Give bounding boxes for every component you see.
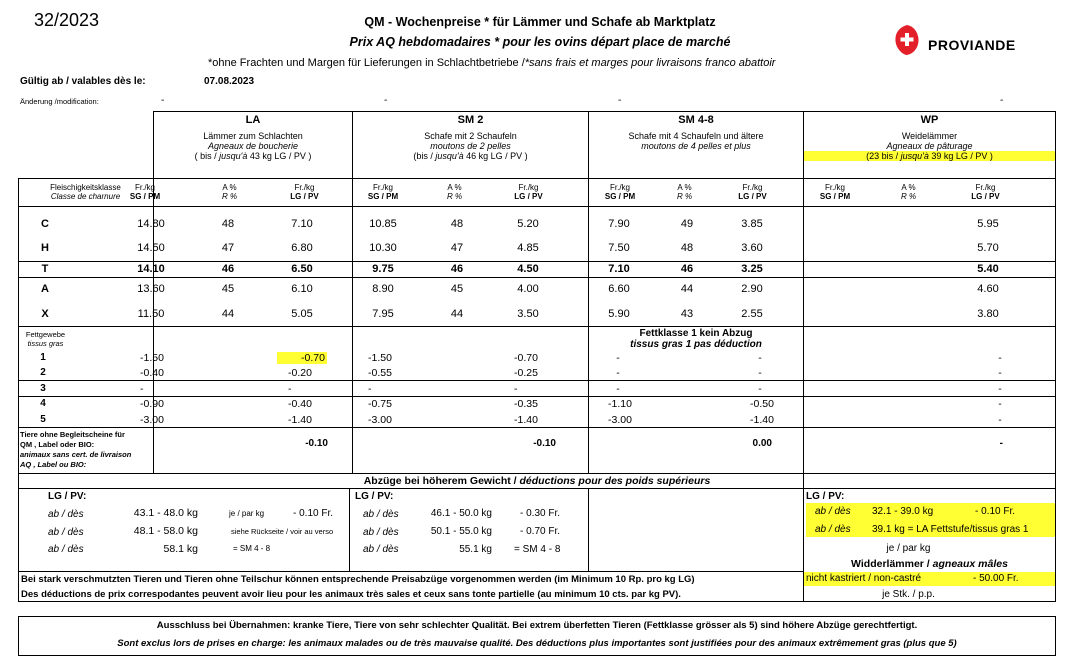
price-cell: 48: [221, 218, 235, 230]
no-docs-la: -0.10: [305, 438, 328, 449]
logo-text: PROVIANDE: [928, 37, 1016, 53]
column-header: A % R %: [446, 183, 463, 201]
price-cell: 46: [221, 263, 235, 275]
fat-cell: -0.75: [368, 398, 392, 410]
price-cell: 3.85: [741, 218, 763, 230]
fat-row-label: 5: [40, 414, 46, 425]
la-range-3: 58.1 kg: [163, 543, 198, 555]
price-cell: 7.50: [608, 242, 630, 254]
fat-cell: -0.40: [288, 398, 312, 410]
exclusion-fr: Sont exclus lors de prises en charge: les animaux malades ou de très mauvaise qualité. Des déductions plus importantes sont justifiées pour des animaux extrêmement gras (plus que 5): [117, 638, 957, 649]
la-amt-1: - 0.10 Fr.: [293, 508, 334, 519]
fat-cell: -0.25: [514, 367, 538, 379]
fat-cell: -1.50: [140, 352, 164, 364]
no-docs-label: Tiere ohne Begleitscheine für QM , Label oder BIO: animaux sans cert. de livraison AQ , Label ou BIO:: [20, 430, 132, 469]
price-cell: 13.60: [137, 283, 165, 295]
la-unit-3: = SM 4 - 8: [233, 544, 271, 553]
fat-cell: -1.40: [750, 414, 774, 426]
fat-row-label: 3: [40, 383, 46, 394]
category-header-wp: WP Weidelämmer Agneaux de pâturage (23 bis / jusqu'à 39 kg LG / PV ): [804, 114, 1055, 161]
price-cell: 5.40: [977, 263, 999, 275]
sm-ab-des: ab / dès: [363, 544, 399, 555]
price-cell: 14.10: [137, 263, 165, 275]
proviande-logo-icon: [892, 24, 922, 56]
fat-cell: -: [998, 383, 1002, 395]
fat-cell: -: [758, 383, 762, 395]
class-row-label: C: [41, 218, 49, 230]
price-cell: 3.60: [741, 242, 763, 254]
fat-cell: -0.50: [750, 398, 774, 410]
fat-row-label: 2: [40, 367, 46, 378]
price-cell: 5.70: [977, 242, 999, 254]
fat-cell: -: [616, 383, 620, 395]
rams-amt: - 50.00 Fr.: [973, 573, 1019, 584]
fat-cell: -1.10: [608, 398, 632, 410]
wp-range-2: 39.1 kg = LA Fettstufe/tissus gras 1: [872, 524, 1029, 535]
price-cell: 2.55: [741, 308, 763, 320]
price-cell: 9.75: [372, 263, 394, 275]
price-cell: 5.90: [608, 308, 630, 320]
price-cell: 46: [680, 263, 694, 275]
weight-ded-title: Abzüge bei höherem Gewicht / déductions pour des poids supérieurs: [363, 475, 711, 487]
fat-row-label: 1: [40, 352, 46, 363]
doc-number: 32/2023: [34, 10, 100, 30]
price-cell: 3.80: [977, 308, 999, 320]
price-cell: 47: [450, 242, 464, 254]
la-unit-1: je / par kg: [229, 509, 265, 518]
class-row-label: T: [41, 263, 49, 275]
price-cell: 14.80: [137, 218, 165, 230]
sm-range-3: 55.1 kg: [459, 544, 492, 555]
price-cell: 6.50: [291, 263, 313, 275]
price-cell: 44: [450, 308, 464, 320]
wp-unit: je / par kg: [886, 543, 931, 554]
wp-lgpv-label: LG / PV:: [806, 491, 845, 502]
fat-cell: -0.35: [514, 398, 538, 410]
note-line: [208, 57, 775, 69]
price-cell: 7.90: [608, 218, 630, 230]
class-row-label: A: [41, 283, 49, 295]
price-cell: 10.85: [369, 218, 397, 230]
la-unit-2: siehe Rückseite / voir au verso: [231, 527, 334, 536]
price-cell: 5.20: [517, 218, 539, 230]
column-header: Fr./kg LG / PV: [971, 183, 1000, 201]
change-dash: -: [161, 95, 165, 106]
price-cell: 44: [221, 308, 235, 320]
change-dash: -: [618, 95, 622, 106]
sm-range-2: 50.1 - 55.0 kg: [430, 526, 492, 537]
fat-cell: -1.40: [288, 414, 312, 426]
sm-range-1: 46.1 - 50.0 kg: [430, 508, 492, 519]
sm-ab-des: ab / dès: [363, 527, 399, 538]
price-cell: 48: [450, 218, 464, 230]
price-cell: 3.50: [517, 308, 539, 320]
price-cell: 47: [221, 242, 235, 254]
fat-cell: -: [368, 383, 372, 395]
fat-cell: -: [758, 367, 762, 379]
sm-amt-1: - 0.30 Fr.: [520, 508, 561, 519]
la-ab-des: ab / dès: [48, 527, 84, 538]
la-lgpv-label: LG / PV:: [48, 491, 87, 502]
price-cell: 3.25: [741, 263, 763, 275]
price-cell: 45: [450, 283, 464, 295]
fat-cell: -: [288, 383, 292, 395]
price-cell: 45: [221, 283, 235, 295]
la-range-2: 48.1 - 58.0 kg: [133, 525, 198, 537]
la-ab-des: ab / dès: [48, 509, 84, 520]
fat-cell: -0.40: [140, 367, 164, 379]
fat-row-label: 4: [40, 398, 46, 409]
column-header: Fr./kg LG / PV: [290, 183, 319, 201]
column-header: Fr./kg SG / PM: [367, 183, 399, 201]
class-label: Fleischigkeitsklasse Classe de charnure: [50, 183, 121, 201]
price-cell: 2.90: [741, 283, 763, 295]
price-cell: 6.60: [608, 283, 630, 295]
price-cell: 4.00: [517, 283, 539, 295]
title-de: QM - Wochenpreise * für Lämmer und Schafe ab Marktplatz: [364, 15, 716, 29]
price-cell: 7.95: [372, 308, 394, 320]
fat-cell: -3.00: [368, 414, 392, 426]
price-cell: 6.80: [291, 242, 313, 254]
sm-ab-des: ab / dès: [363, 509, 399, 520]
price-cell: 7.10: [608, 263, 630, 275]
price-cell: 5.95: [977, 218, 999, 230]
fat-cell: -0.70: [277, 352, 327, 364]
change-label: Änderung /modification:: [20, 97, 99, 106]
fat-cell: -: [616, 367, 620, 379]
fat-cell: -: [616, 352, 620, 364]
rams-text: nicht kastriert / non-castré: [806, 573, 922, 584]
price-cell: 43: [680, 308, 694, 320]
wp-ab-des: ab / dès: [815, 524, 851, 535]
fat-cell: -: [514, 383, 518, 395]
column-header: Fr./kg LG / PV: [738, 183, 767, 201]
wp-range-1: 32.1 - 39.0 kg: [872, 506, 934, 517]
price-cell: 14.50: [137, 242, 165, 254]
price-cell: 4.60: [977, 283, 999, 295]
column-header: Fr./kg SG / PM: [819, 183, 851, 201]
price-cell: 8.90: [372, 283, 394, 295]
fat-cell: -: [758, 352, 762, 364]
price-cell: 5.05: [291, 308, 313, 320]
fat-cell: -0.90: [140, 398, 164, 410]
class-row-label: X: [41, 308, 49, 320]
sm-amt-2: - 0.70 Fr.: [520, 526, 561, 537]
column-header: Fr./kg LG / PV: [514, 183, 543, 201]
price-cell: 11.50: [137, 308, 165, 320]
sm-amt-3: = SM 4 - 8: [514, 544, 561, 555]
wp-ab-des: ab / dès: [815, 506, 851, 517]
dirty-note-de: Bei stark verschmutzten Tieren und Tieren ohne Teilschur können entsprechende Preisabzüge vorgenommen werden (im Minimum 10 Rp. pro kg LG): [21, 574, 695, 585]
note-de: *ohne Frachten und Margen für Lieferungen in Schlachtbetriebe /: [208, 57, 525, 69]
category-header-sm2: SM 2 Schafe mit 2 Schaufeln moutons de 2 pelles (bis / jusqu'à 46 kg LG / PV ): [413, 114, 528, 161]
valid-date: 07.08.2023: [204, 76, 255, 87]
column-header: Fr./kg SG / PM: [604, 183, 636, 201]
category-header-sm48: SM 4-8 Schafe mit 4 Schaufeln und ältere moutons de 4 pelles et plus: [628, 114, 764, 151]
fat-cell: -1.50: [368, 352, 392, 364]
note-fr: *sans frais et marges pour livraisons franco abattoir: [524, 57, 776, 69]
fat-cell: -3.00: [608, 414, 632, 426]
fat-cell: -0.55: [368, 367, 392, 379]
fat-cell: -1.40: [514, 414, 538, 426]
price-cell: 10.30: [369, 242, 397, 254]
fat-note: Fettklasse 1 kein Abzug tissus gras 1 pas déduction: [630, 328, 762, 350]
fat-cell: -0.70: [514, 352, 538, 364]
column-header: A % R %: [900, 183, 917, 201]
column-header: A % R %: [221, 183, 238, 201]
fat-cell: -: [998, 367, 1002, 379]
dirty-note-fr: Des déductions de prix correspodantes peuvent avoir lieu pour les animaux très sales et ceux sans tonte partielle (au minimum 10 cts. par kg PV).: [21, 589, 681, 600]
exclusion-de: Ausschluss bei Übernahmen: kranke Tiere, Tiere von sehr schlechter Qualität. Bei extrem überfetten Tieren (Fettklasse grösser als 5) sind höhere Abzüge gerechtfertigt.: [156, 620, 918, 631]
column-header: Fr./kg SG / PM: [129, 183, 161, 201]
fat-cell: -: [998, 352, 1002, 364]
change-dash: -: [1000, 95, 1004, 106]
wp-amt-1: - 0.10 Fr.: [975, 506, 1016, 517]
fat-cell: -: [140, 383, 144, 395]
price-cell: 4.50: [517, 263, 539, 275]
sm-lgpv-label: LG / PV:: [355, 491, 394, 502]
rams-title: Widderlämmer / agneaux mâles: [851, 558, 1008, 570]
no-docs-wp: -: [999, 438, 1003, 449]
fat-cell: -0.20: [288, 367, 312, 379]
rams-unit: je Stk. / p.p.: [882, 589, 935, 600]
price-cell: 49: [680, 218, 694, 230]
la-range-1: 43.1 - 48.0 kg: [133, 507, 198, 519]
no-docs-sm48: 0.00: [752, 438, 772, 449]
fat-cell: -: [998, 414, 1002, 426]
title-fr: Prix AQ hebdomadaires * pour les ovins départ place de marché: [349, 35, 731, 49]
change-dash: -: [384, 95, 388, 106]
category-header-la: LA Lämmer zum Schlachten Agneaux de boucherie ( bis / jusqu'à 43 kg LG / PV ): [194, 114, 312, 161]
fat-label: Fettgewebe tissus gras: [25, 330, 66, 348]
no-docs-sm2: -0.10: [533, 438, 556, 449]
price-cell: 7.10: [291, 218, 313, 230]
valid-label: Gültig ab / valables dès le:: [20, 76, 146, 87]
la-ab-des: ab / dès: [48, 544, 84, 555]
fat-cell: -: [998, 398, 1002, 410]
price-cell: 46: [450, 263, 464, 275]
price-cell: 44: [680, 283, 694, 295]
price-cell: 48: [680, 242, 694, 254]
price-cell: 6.10: [291, 283, 313, 295]
class-row-label: H: [41, 242, 49, 254]
price-cell: 4.85: [517, 242, 539, 254]
fat-cell: -3.00: [140, 414, 164, 426]
column-header: A % R %: [676, 183, 693, 201]
